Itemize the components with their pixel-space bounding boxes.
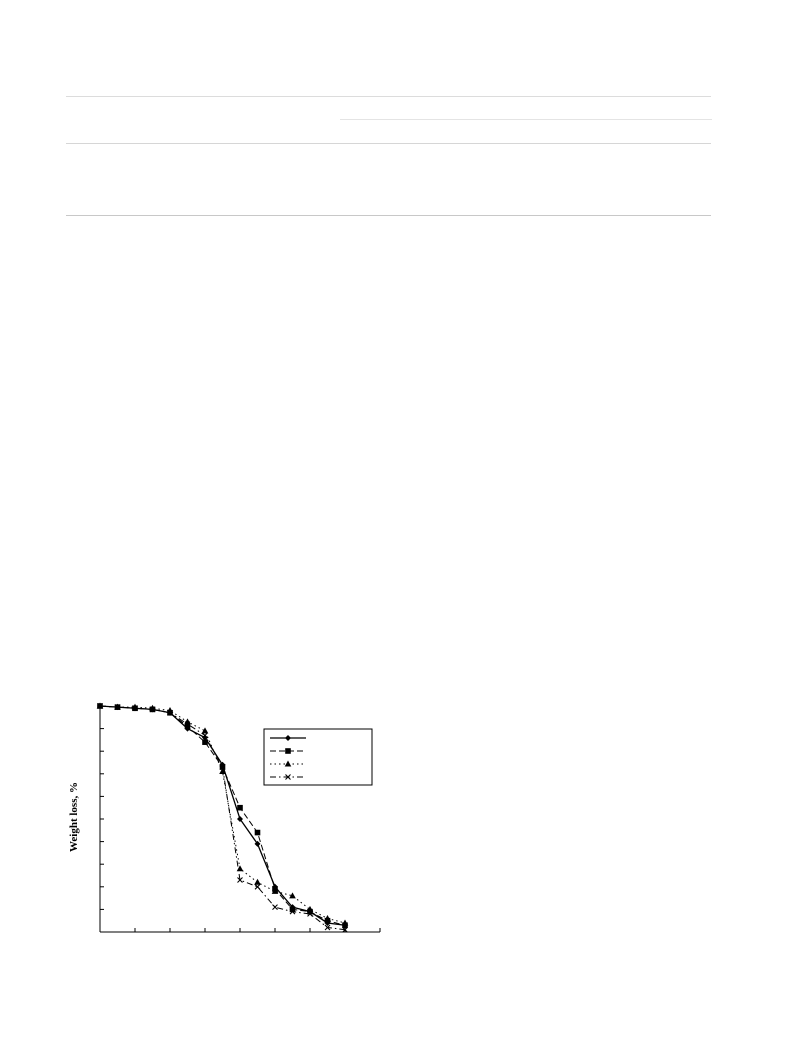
- series-3-point: [254, 879, 261, 885]
- header-rule-top: [66, 96, 711, 97]
- weight-loss-figure: [60, 695, 390, 945]
- series-2-point: [202, 739, 208, 745]
- y-axis-label: Weight loss, %: [68, 782, 80, 852]
- header-rule-partial: [340, 119, 712, 120]
- series-4-point: [255, 884, 260, 889]
- table-rule-bottom: [66, 215, 711, 216]
- series-2-point: [237, 805, 243, 811]
- weight-loss-chart: [60, 695, 390, 945]
- series-2-point: [255, 830, 261, 836]
- table-rule-mid: [66, 143, 711, 144]
- series-4-point: [273, 905, 278, 910]
- legend-marker-2: [285, 748, 291, 754]
- series-3-point: [202, 727, 209, 733]
